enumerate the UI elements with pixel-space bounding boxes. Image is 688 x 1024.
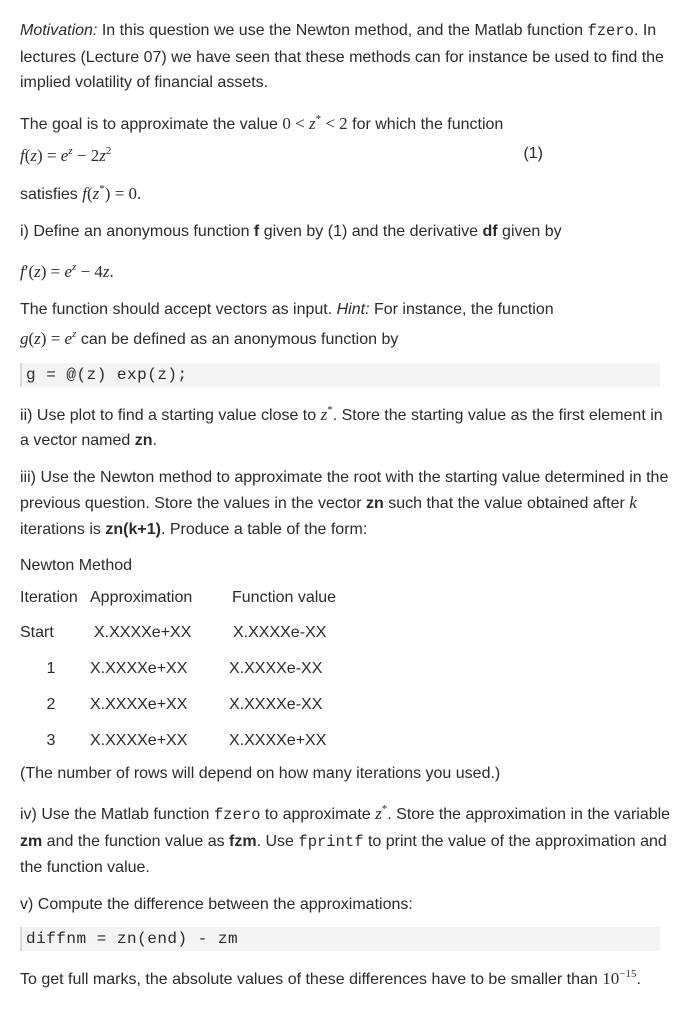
zm-name: zm <box>20 832 43 850</box>
equation-formula: $f(z) = e^z - 2z^2$ <box>20 145 112 165</box>
table-row: 2 X.XXXXe+XX X.XXXXe-XX <box>46 695 323 713</box>
newton-table-title: Newton Method <box>20 557 133 574</box>
equation-number: (1) <box>523 145 543 162</box>
fzm-name: fzm <box>229 832 257 850</box>
part-iv-paragraph: iv) Use the Matlab function fzero to approximate z*. Store the approximation in the variable zm and the function value as fzm. Use fprintf to print the value of the approximation and the function value. <box>20 803 671 876</box>
motivation-paragraph: Motivation: In this question we use the Newton method, and the Matlab function fzero. In lectures (Lecture 07) we have seen that these methods can for instance be used to find the implied volatility of financial assets. <box>20 22 664 91</box>
equation-row <box>20 145 672 171</box>
part-i-paragraph: i) Define an anonymous function f given by (1) and the derivative df given by <box>20 222 562 240</box>
range-math: 0 < z* < 2 <box>282 112 348 133</box>
fzero-code: fzero <box>587 22 634 40</box>
zn-name: zn <box>134 432 153 449</box>
part-v-paragraph: v) Compute the difference between the approximations: <box>20 895 413 913</box>
diff-code-block <box>20 927 660 951</box>
k-math: k <box>629 493 637 512</box>
derivative-formula: $f'(z) = e^z - 4z$. <box>20 261 114 281</box>
zstar-math: z* <box>320 403 333 424</box>
header-approximation: Approximation <box>90 588 193 606</box>
fprintf-code: fprintf <box>298 832 364 851</box>
hint-label: Hint: <box>336 300 370 318</box>
closing-paragraph: To get full marks, the absolute values of these differences have to be smaller than $10^{-15}$. <box>20 968 641 988</box>
condition-math: f(z*) = 0. <box>82 183 142 203</box>
part-iii-paragraph: iii) Use the Newton method to approximate the root with the starting value determined in the previous question. Store the values in the vector zn such that the value obtained after k iterations is zn(k+1). Produce a table of the form: <box>20 468 669 538</box>
zn-name: zn <box>365 495 384 512</box>
table-row: 3 X.XXXXe+XX X.XXXXe+XX <box>46 731 327 749</box>
table-row: Start X.XXXXe+XX X.XXXXe-XX <box>20 623 327 641</box>
satisfies-paragraph: satisfies f(z*) = 0. <box>20 183 142 203</box>
motivation-label: Motivation: <box>20 22 98 39</box>
vectors-paragraph: The function should accept vectors as input. Hint: For instance, the function $g(z) = e^z$ can be defined as an anonymous function by <box>20 300 554 348</box>
part-ii-paragraph: ii) Use plot to find a starting value close to z*. Store the starting value as the first element in a vector named zn. <box>20 403 663 449</box>
rows-note: (The number of rows will depend on how many iterations you used.) <box>20 764 501 782</box>
g-code: g = @(z) exp(z); <box>26 365 188 384</box>
g-math: $g(z) = e^z$ <box>20 328 77 348</box>
bound-math: $10^{-15}$ <box>602 968 637 988</box>
header-function-value: Function value <box>232 588 337 606</box>
table-header-row <box>20 589 392 615</box>
df-name: df <box>482 222 498 240</box>
table-row: 1 X.XXXXe+XX X.XXXXe-XX <box>46 659 323 677</box>
f-name: f <box>253 222 260 240</box>
fzero-code: fzero <box>213 806 261 824</box>
header-iteration: Iteration <box>20 588 78 606</box>
znk-name: zn(k+1) <box>105 520 161 538</box>
newton-table <box>20 589 392 759</box>
diff-code: diffnm = zn(end) - zm <box>26 930 239 948</box>
g-code-block <box>20 363 660 387</box>
goal-paragraph: The goal is to approximate the value 0 < z* < 2 for which the function <box>20 112 504 133</box>
zstar-math: z* <box>375 803 388 823</box>
